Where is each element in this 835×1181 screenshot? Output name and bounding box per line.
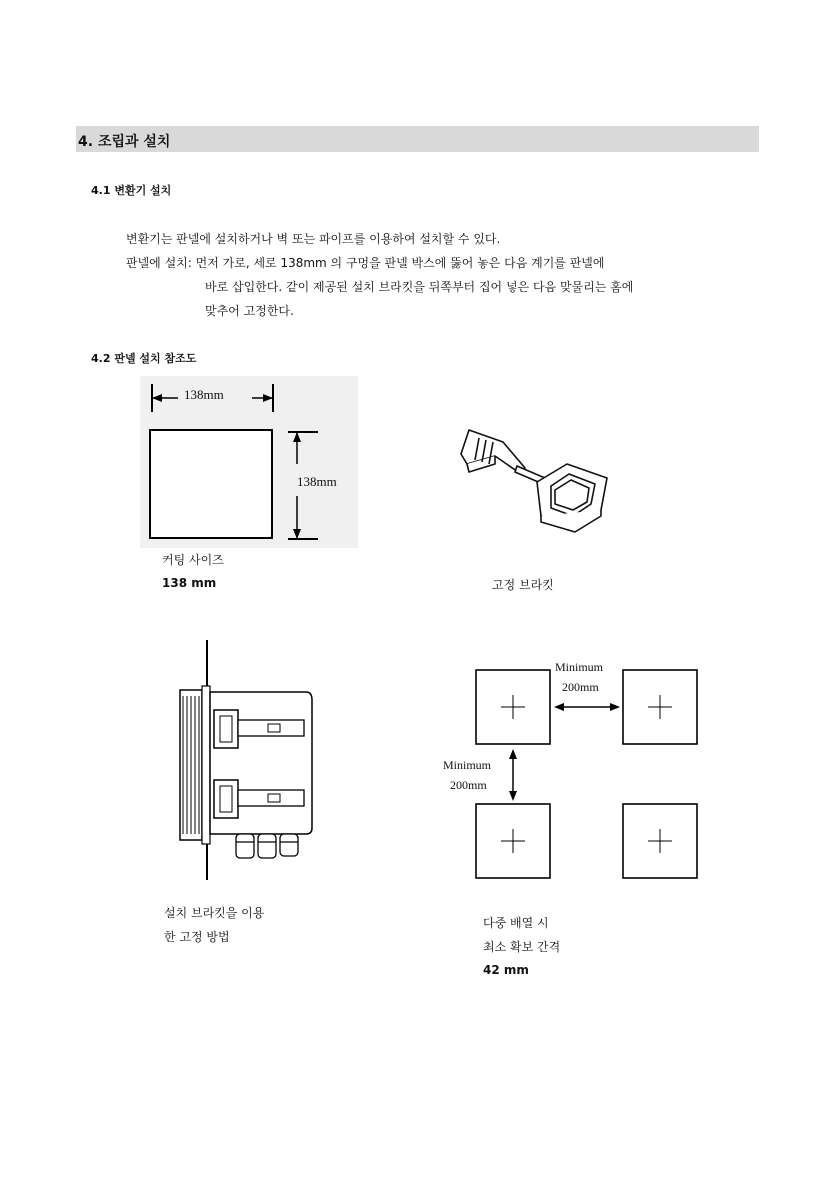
mounting-caption-line-1: 설치 브라킷을 이용: [164, 906, 265, 920]
body-line-2: 판넬에 설치: 먼저 가로, 세로 138mm 의 구멍을 판넬 박스에 뚫어 놓은 다음 계기를 판넬에: [126, 256, 605, 270]
subsection-4-2-heading: [91, 350, 196, 366]
section-title-text: 조립과 설치: [97, 134, 171, 150]
array-caption-line-1: 다중 배열 시: [483, 916, 549, 930]
cutout-width-label: 138mm: [184, 387, 224, 402]
body-line-4: 맞추어 고정한다.: [205, 304, 294, 318]
array-spacing-diagram: [470, 665, 706, 885]
horizontal-spacing-label-2: 200mm: [562, 680, 599, 694]
vertical-spacing-label-1: Minimum: [443, 758, 492, 772]
bracket-caption: 고정 브라킷: [492, 578, 554, 592]
mounting-caption-line-2: 한 고정 방법: [164, 930, 230, 944]
horizontal-spacing-label-1: Minimum: [555, 660, 604, 674]
subsection-number: 4.2: [91, 352, 111, 365]
cutout-diagram: [140, 376, 358, 548]
cutout-caption: 커팅 사이즈: [162, 553, 224, 567]
section-header-bar: [76, 126, 759, 152]
subsection-title: 변환기 설치: [114, 184, 172, 197]
vertical-spacing-label-2: 200mm: [450, 778, 487, 792]
array-caption-line-2: 최소 확보 간격: [483, 940, 561, 954]
body-line-1: 변환기는 판넬에 설치하거나 벽 또는 파이프를 이용하여 설치할 수 있다.: [126, 232, 501, 246]
body-line-3: 바로 삽입한다. 같이 제공된 설치 브라킷을 뒤쪽부터 집어 넣은 다음 맞물리는 홈에: [205, 280, 634, 294]
cutout-caption-value: 138 mm: [162, 576, 217, 590]
subsection-4-1-heading: [91, 182, 171, 198]
bracket-illustration: [455, 420, 615, 532]
subsection-number: 4.1: [91, 184, 111, 197]
mounting-side-view: [170, 640, 330, 880]
section-title: [78, 131, 170, 151]
cutout-height-label: 138mm: [297, 474, 337, 489]
section-number: 4.: [78, 134, 94, 150]
array-caption-value: 42 mm: [483, 963, 529, 977]
subsection-title: 판넬 설치 참조도: [114, 352, 197, 365]
